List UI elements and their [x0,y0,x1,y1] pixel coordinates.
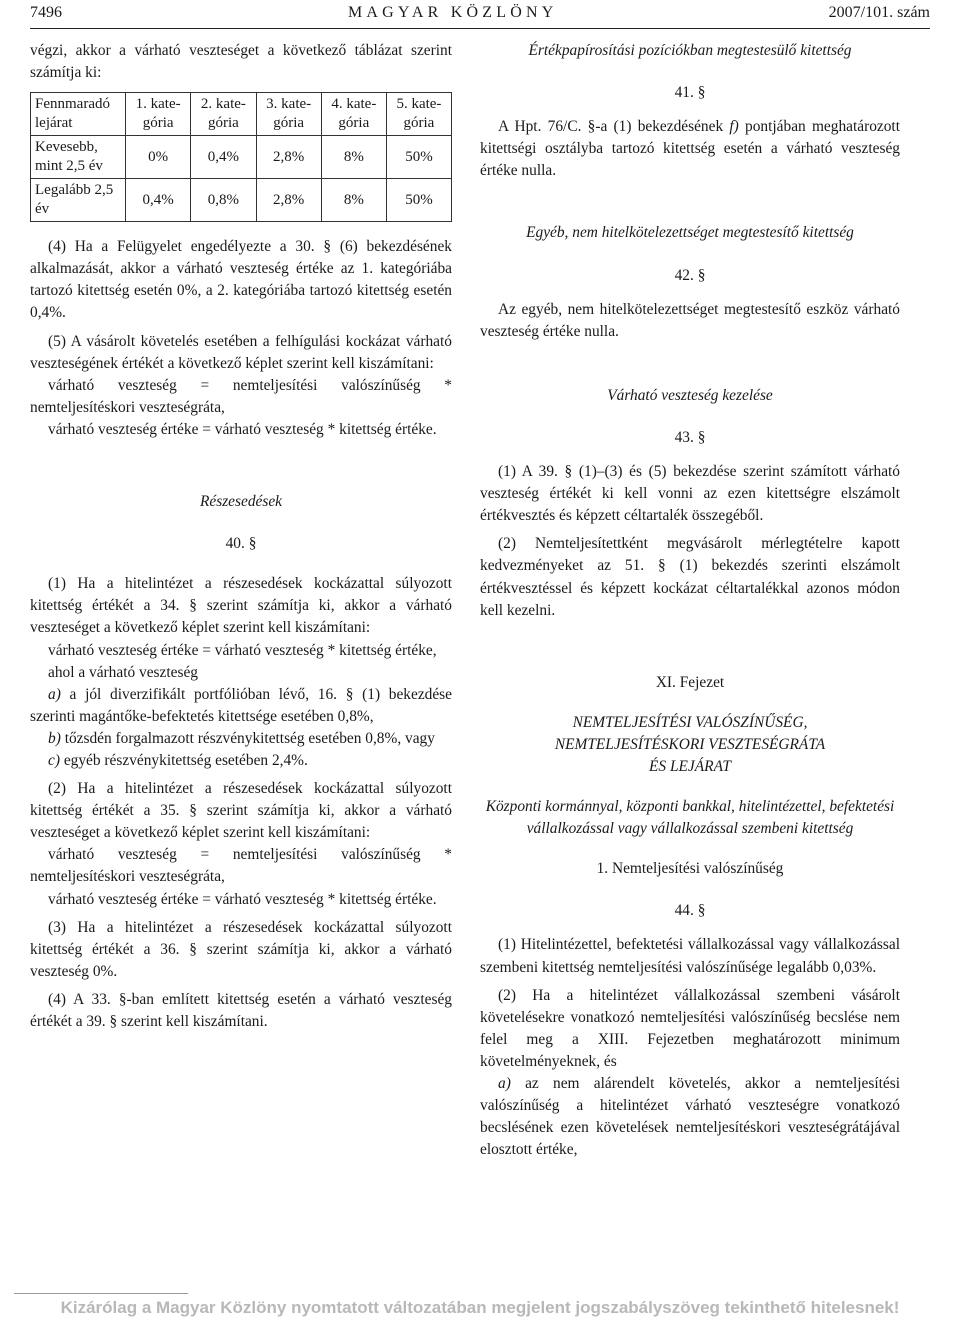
list-label: b) [48,729,61,747]
list-label: c) [48,751,60,769]
table-cell: 0,4% [126,179,191,222]
table-header-cell: 5. kate-gória [386,93,451,136]
list-text: a jól diverzifikált portfólióban lévő, 16. § (1) bekezdése szerinti magántőke-befektetés kitettsége esetében 0,8%, [30,685,453,725]
point-label: f) [729,118,739,136]
table-header-cell: 2. kate-gória [191,93,256,136]
chapter-title: NEMTELJESÍTÉSKORI VESZTESÉGRÁTA [554,735,826,753]
table-cell: Legalább 2,5 év [31,179,126,222]
paragraph: (1) A 39. § (1)–(3) és (5) bekezdése szerint számított várható veszteség értékét ki kell vonni az ezen kitettségre elszámolt értékvesztés és képzett céltartalék összegéből. [480,463,900,525]
paragraph [480,116,900,182]
table-row [31,179,452,222]
paragraph: (3) Ha a hitelintézet a részesedések kockázattal súlyozott kitettség értékét a 36. § szerint számítja ki, akkor a várható veszteség 0%. [30,918,452,980]
paragraph: (1) Ha a hitelintézet a részesedések kockázattal súlyozott kitettség értékét a 34. § szerint számítja ki, akkor a várható veszteséget a következő képlet szerint kell kiszámítani: [30,575,452,637]
formula: várható veszteség értéke = várható veszteség * kitettség értéke, [48,641,437,659]
table-cell: 2,8% [256,179,321,222]
paragraph: (5) A vásárolt követelés esetében a felhígulási kockázat várható veszteségének értékét a következő képlet szerint kell kiszámítani: [30,332,452,372]
table-header-cell: 1. kate-gória [126,93,191,136]
loss-table [30,92,452,222]
paragraph: Az egyéb, nem hitelkötelezettséget megtestesítő eszköz várható veszteség értéke nulla. [480,300,900,340]
paragraph: (2) Ha a hitelintézet vállalkozással szembeni vásárolt követelésekre vonatkozó nemteljesítési valószínűség becslése nem felel meg a XIII. Fejezetben meghatározott minimum követelményeknek, és [480,986,900,1070]
chapter-title: NEMTELJESÍTÉSI VALÓSZÍNŰSÉG, [572,713,808,731]
issue-number: 2007/101. szám [828,4,930,21]
chapter-subtitle: Központi kormánnyal, központi bankkal, hitelintézettel, befektetési vállalkozással vagy vállalkozással szembeni kitettség [485,798,895,838]
section-heading: Várható veszteség kezelése [607,386,773,404]
list-item [30,728,452,750]
subsection-title: 1. Nemteljesítési valószínűség [596,860,784,878]
table-cell: 8% [321,179,386,222]
formula: várható veszteség = nemteljesítési valószínűség * nemteljesítéskori veszteségráta, [30,376,452,416]
table-cell: 2,8% [256,136,321,179]
formula: várható veszteség értéke = várható veszteség * kitettség értéke. [48,420,437,438]
paragraph: (4) A 33. §-ban említett kitettség esetén a várható veszteség értékét a 39. § szerint kell kiszámítani. [30,990,452,1030]
paragraph: (2) Ha a hitelintézet a részesedések kockázattal súlyozott kitettség értékét a 35. § szerint számítja ki, akkor a várható veszteséget a következő képlet szerint kell kiszámítani: [30,780,452,842]
section-number: 40. § [225,535,257,553]
list-text: az nem alárendelt követelés, akkor a nemteljesítési valószínűség a hitelintézet várható veszteségre vonatkozó becslésének ezen követelések nemteljesítéskori veszteségrátájával elosztott értéke, [480,1075,900,1159]
list-item [30,750,452,772]
table-cell: 0,4% [191,136,256,179]
page-number: 7496 [30,4,62,21]
left-column [30,40,452,1033]
list-item [480,1073,900,1161]
list-label: a) [48,685,61,703]
paragraph: (4) Ha a Felügyelet engedélyezte a 30. § (6) bekezdésének alkalmazását, akkor a várható veszteség értéke az 1. kategóriába tartozó kitettség esetén 0%, a 2. kategóriába tartozó kitettség esetén 0,4%. [30,238,452,322]
section-number: 42. § [674,266,706,284]
list-item [30,684,452,728]
list-text: tőzsdén forgalmazott részvénykitettség esetében 0,8%, vagy [64,729,435,747]
section-heading: Részesedések [199,493,283,511]
table-header-cell: 3. kate-gória [256,93,321,136]
chapter-title: ÉS LEJÁRAT [649,757,731,775]
footer-rule [14,1293,188,1294]
journal-title: MAGYAR KÖZLÖNY [348,4,558,21]
table-row [31,136,452,179]
right-column [480,40,900,1161]
section-heading: Egyéb, nem hitelkötelezettséget megtestesítő kitettség [526,224,854,242]
table-cell: 50% [386,136,451,179]
paragraph: ahol a várható veszteség [48,663,198,681]
table-cell: 0,8% [191,179,256,222]
chapter-number: XI. Fejezet [655,673,725,691]
intro-text: végzi, akkor a várható veszteséget a következő táblázat szerint számítja ki: [30,42,452,82]
paragraph: (2) Nemteljesítettként megvásárolt mérlegtételre kapott kedvezményeket az 51. § (1) bekezdés szerinti elszámolt értékvesztéssel és képzett kockázat céltartalékkal azonos módon kell kezelni. [480,535,900,619]
paragraph-text: pontjában meghatározott kitettségi osztályba tartozó kitettség esetén a várható veszteség értéke nulla. [480,118,900,180]
formula: várható veszteség = nemteljesítési valószínűség * nemteljesítéskori veszteségráta, [30,846,452,886]
page-header [30,4,930,26]
table-header-cell: 4. kate-gória [321,93,386,136]
table-cell: 0% [126,136,191,179]
list-text: egyéb részvénykitettség esetében 2,4%. [63,751,308,769]
section-number: 43. § [674,428,706,446]
table-cell: 8% [321,136,386,179]
list-label: a) [498,1075,511,1092]
section-number: 41. § [674,84,706,102]
authenticity-notice: Kizárólag a Magyar Közlöny nyomtatott változatában megjelent jogszabályszöveg tekinthető hitelesnek! [60,1298,900,1317]
table-header-row [31,93,452,136]
table-header-cell: Fennmaradó lejárat [31,93,126,136]
header-rule [30,28,930,29]
formula: várható veszteség értéke = várható veszteség * kitettség értéke. [48,890,437,908]
table-cell: 50% [386,179,451,222]
table-cell: Kevesebb, mint 2,5 év [31,136,126,179]
paragraph-text: A Hpt. 76/C. §-a (1) bekezdésének [498,118,724,136]
section-number: 44. § [674,902,706,920]
section-heading: Értékpapírosítási pozíciókban megtestesülő kitettség [528,42,852,59]
paragraph: (1) Hitelintézettel, befektetési vállalkozással vagy vállalkozással szembeni kitettség nemteljesítési valószínűsége legalább 0,03%. [480,936,900,976]
